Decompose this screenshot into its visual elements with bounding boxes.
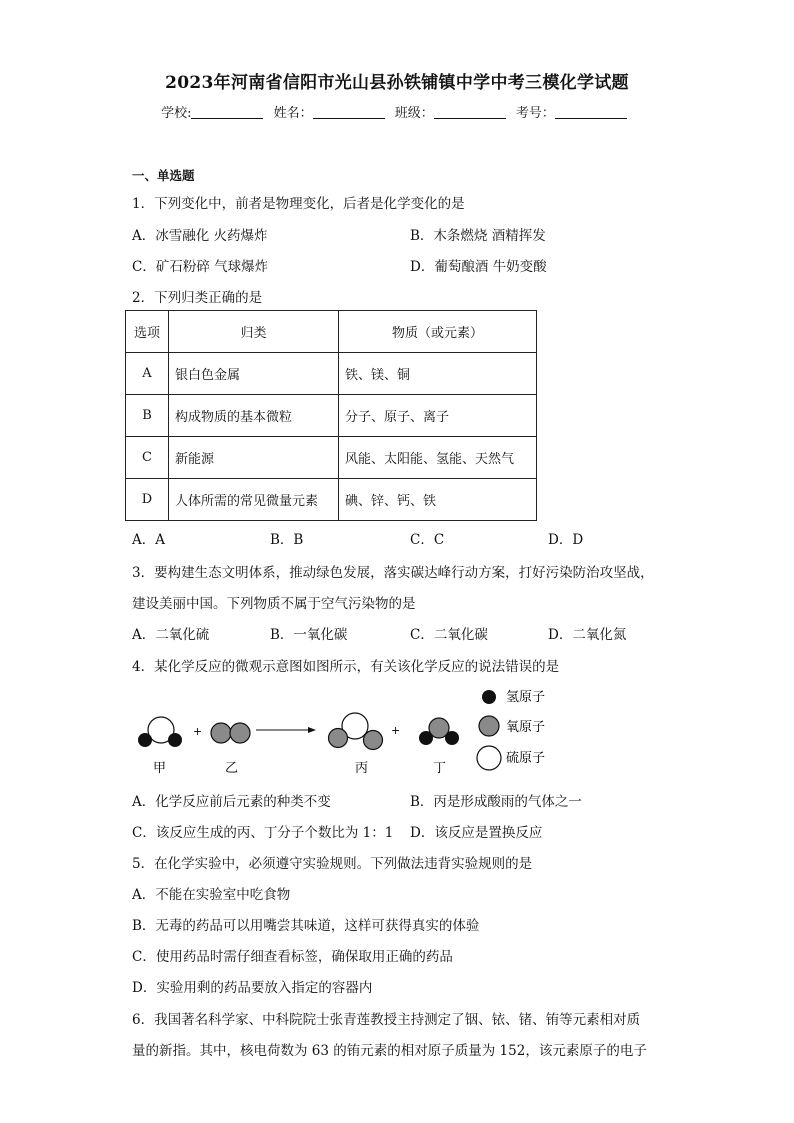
name-blank (313, 106, 385, 119)
exam-no-blank (555, 106, 627, 119)
q2-option-d: D．D (548, 532, 584, 548)
q2-option-c: C．C (410, 532, 445, 548)
q3-option-b: B．一氧化碳 (270, 627, 348, 643)
table-header-row (126, 311, 537, 353)
student-info-line (0, 102, 794, 121)
reaction-diagram (125, 680, 585, 780)
class-label: 班级： (394, 106, 434, 121)
q6-stem-line1: 6．我国著名科学家、中科院院士张青莲教授主持测定了铟、铱、锗、铕等元素相对质 (132, 1012, 641, 1028)
q1-option-b: B．木条燃烧 酒精挥发 (410, 228, 546, 244)
q5-option-a: A．不能在实验室中吃食物 (132, 887, 291, 903)
q1-stem: 1．下列变化中，前者是物理变化，后者是化学变化的是 (132, 196, 465, 212)
q5-option-b: B．无毒的药品可以用嘴尝其味道，这样可获得真实的体验 (132, 918, 480, 934)
label-yi: 乙 (225, 761, 239, 776)
table-header-cell: 选项 (126, 311, 169, 353)
oxygen-atom (230, 723, 250, 743)
q4-option-a: A．化学反应前后元素的种类不变 (132, 794, 331, 810)
legend-sulfur-label: 硫原子 (506, 751, 546, 766)
table-cell: 分子、原子、离子 (339, 395, 537, 437)
table-row (126, 395, 537, 437)
molecule-jia (138, 717, 182, 747)
table-cell: 银白色金属 (169, 353, 339, 395)
q4-stem: 4．某化学反应的微观示意图如图所示，有关该化学反应的说法错误的是 (132, 659, 560, 675)
oxygen-atom (364, 731, 383, 750)
label-jia: 甲 (153, 761, 167, 776)
q2-option-b: B．B (270, 532, 304, 548)
table-header-cell: 归类 (169, 311, 339, 353)
table-cell: 铁、镁、铜 (339, 353, 537, 395)
table-cell: A (126, 353, 169, 395)
school-label: 学校: (161, 106, 192, 121)
legend-hydrogen-icon (482, 690, 496, 704)
table-cell: 新能源 (169, 437, 339, 479)
table-row (126, 437, 537, 479)
reaction-arrow (256, 727, 316, 733)
q3-option-d: D．二氧化氮 (548, 627, 627, 643)
oxygen-atom (329, 729, 348, 748)
q5-option-d: D．实验用剩的药品要放入指定的容器内 (132, 980, 373, 996)
q1-option-a: A．冰雪融化 火药爆炸 (132, 228, 268, 244)
q1-option-d: D．葡萄酿酒 牛奶变酸 (410, 259, 547, 275)
q2-stem: 2．下列归类正确的是 (132, 290, 263, 306)
q5-stem: 5．在化学实验中，必须遵守实验规则。下列做法违背实验规则的是 (132, 856, 533, 872)
school-blank (191, 106, 263, 119)
q4-option-d: D．该反应是置换反应 (410, 825, 543, 841)
page-title: 2023年河南省信阳市光山县孙铁铺镇中学中考三模化学试题 (165, 73, 629, 93)
table-cell: 人体所需的常见微量元素 (169, 479, 339, 521)
q1-option-c: C．矿石粉碎 气球爆炸 (132, 259, 269, 275)
table-cell: C (126, 437, 169, 479)
table-cell: 构成物质的基本微粒 (169, 395, 339, 437)
table-cell: 风能、太阳能、氢能、天然气 (339, 437, 537, 479)
exam-no-label: 考号： (515, 106, 555, 121)
label-bing: 丙 (355, 761, 369, 776)
legend-sulfur-icon (477, 746, 501, 770)
hydrogen-atom (445, 731, 459, 745)
table-cell: D (126, 479, 169, 521)
q3-stem-line2: 建设美丽中国。下列物质不属于空气污染物的是 (132, 596, 416, 612)
q6-stem-line2: 量的新指。其中，核电荷数为 63 的铕元素的相对原子质量为 152，该元素原子的电子 (132, 1043, 647, 1059)
q2-table (125, 310, 537, 521)
hydrogen-atom (168, 733, 182, 747)
table-header-cell: 物质（或元素） (339, 311, 537, 353)
table-cell: 碘、锌、钙、铁 (339, 479, 537, 521)
q2-option-a: A．A (132, 532, 165, 548)
molecule-yi (211, 723, 250, 743)
legend (477, 690, 545, 770)
plus-sign: + (193, 725, 203, 738)
q5-option-c: C．使用药品时需仔细查看标签，确保取用正确的药品 (132, 949, 453, 965)
legend-oxygen-icon (479, 716, 499, 736)
q4-option-c: C．该反应生成的丙、丁分子个数比为 1：1 (132, 825, 394, 841)
table-cell: B (126, 395, 169, 437)
hydrogen-atom (138, 733, 152, 747)
q3-option-a: A．二氧化硫 (132, 627, 210, 643)
class-blank (434, 106, 506, 119)
oxygen-atom (211, 723, 231, 743)
section-heading: 一、单选题 (132, 168, 195, 183)
legend-hydrogen-label: 氢原子 (506, 690, 546, 705)
name-label: 姓名： (273, 106, 313, 121)
legend-oxygen-label: 氧原子 (506, 720, 546, 735)
table-row (126, 479, 537, 521)
plus-sign: + (391, 724, 401, 737)
molecule-ding (419, 718, 459, 745)
label-ding: 丁 (433, 761, 447, 776)
q3-option-c: C．二氧化碳 (410, 627, 488, 643)
q3-stem-line1: 3．要构建生态文明体系，推动绿色发展，落实碳达峰行动方案，打好污染防治攻坚战， (132, 565, 654, 581)
table-row (126, 353, 537, 395)
molecule-bing (329, 713, 383, 750)
hydrogen-atom (419, 731, 433, 745)
q4-option-b: B．丙是形成酸雨的气体之一 (410, 794, 582, 810)
